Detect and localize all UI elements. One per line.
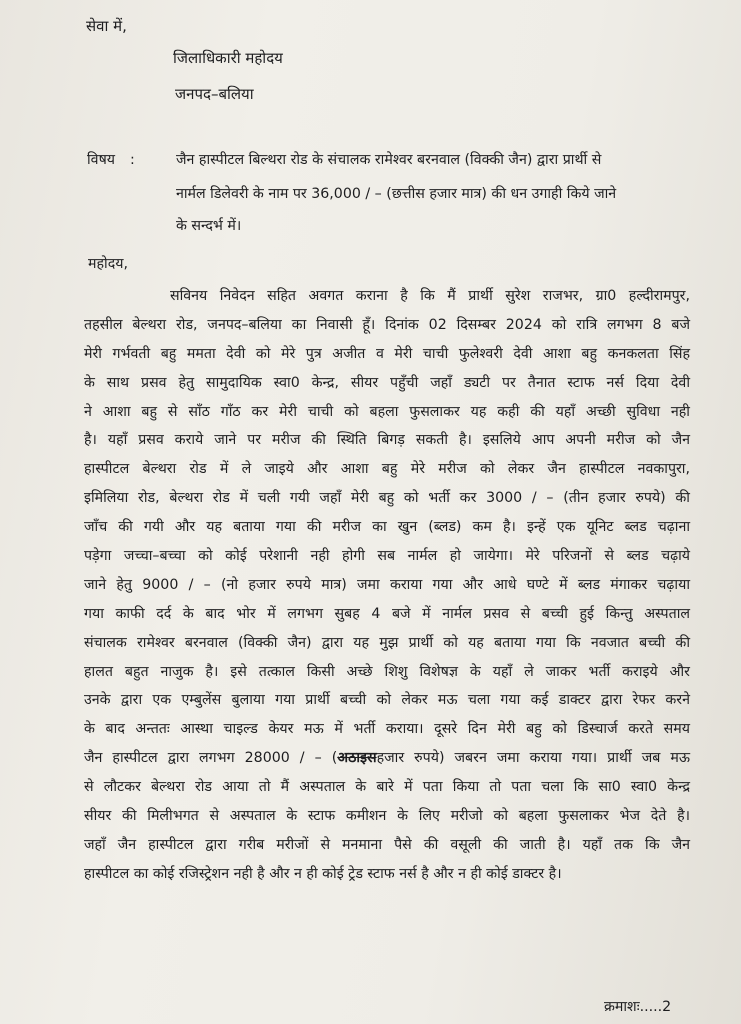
body-line: हालत बहुत नाजुक है। इसे तत्काल किसी अच्छे शिशु विशेषज्ञ के यहाँ ले जाकर भर्ती कराइये और (84, 663, 690, 680)
subject-label: विषय (87, 152, 115, 168)
body-line: है। यहाँ प्रसव कराये जाने पर मरीज की स्थिति बिगड़ सकती है। इसलिये आप अपनी मरीज को जैन (84, 432, 690, 449)
body-line: जाने हेतु 9000 / – (नो हजार रुपये मात्र) जमा कराया गया और आधे घण्टे में ब्लड मंगाकर चढ़ाया (84, 576, 690, 593)
amount-text-after: हजार रुपये) जबरन जमा कराया गया। प्रार्थी जब मऊ (376, 750, 690, 767)
body-line: के साथ प्रसव हेतु सामुदायिक स्वा0 केन्द्र, सीयर पहुँची जहाँ ड्यटी पर तैनात स्टाफ नर्स दिया देवी (84, 374, 690, 391)
recipient-district: जनपद–बलिया (175, 85, 254, 103)
subject-line-1: जैन हास्पीटल बिल्थरा रोड के संचालक रामेश्वर बरनवाल (विक्की जैन) द्वारा प्रार्थी से (176, 152, 602, 168)
body-line: से लौटकर बेल्थरा रोड आया तो मैं अस्पताल के बारे में पता किया तो पता चला कि सा0 स्वा0 केन्द्र (84, 779, 690, 796)
body-line: जहाँ जैन हास्पीटल द्वारा गरीब मरीजों से मनमाना पैसे की वसूली की जाती है। यहाँ तक कि जैन (84, 836, 690, 853)
body-line: इमिलिया रोड, बेल्थरा रोड में चली गयी जहाँ मेरी बहु को भर्ती कर 3000 / – (तीन हजार रुपये) की (84, 490, 690, 507)
body-line: सीयर की मिलीभगत से अस्पताल के स्टाफ कमीशन के लिए मरीजो को बहला फुसलाकर भेज देते है। (84, 808, 690, 825)
salutation-to: सेवा में, (86, 17, 127, 35)
body-line: हास्पीटल का कोई रजिस्ट्रेशन नही है और न ही कोई ट्रेड स्टाफ नर्स है और न ही कोई डाक्टर है। (84, 865, 562, 882)
body-line: हास्पीटल बेल्थरा रोड में ले जाइये और आशा बहु मेरे मरीज को लेकर जैन हास्पीटल नवकापुरा, (84, 461, 690, 478)
body-line: उनके द्वारा एक एम्बुलेंस बुलाया गया प्रार्थी बच्ची को लेकर मऊ चला गया कई डाक्टर द्वारा रेफर करने (84, 692, 690, 709)
body-line: मेरी गर्भवती बहु ममता देवी को मेरे पुत्र अजीत व मेरी चाची फुलेश्वरी देवी आशा बहु कनकलता सिंह (84, 345, 690, 362)
greeting: महोदय, (88, 256, 128, 272)
body-line: सविनय निवेदन सहित अवगत कराना है कि मैं प्रार्थी सुरेश राजभर, ग्रा0 हल्दीरामपुर, (170, 288, 690, 304)
continuation-mark: क्रमाशः.....2 (604, 999, 672, 1015)
body-line: गया काफी दर्द के बाद भोर में लगभग सुबह 4 बजे में नार्मल प्रसव से बच्ची हुई किन्तु अस्पताल (84, 605, 690, 622)
struck-amount-words: अठाइस (337, 750, 377, 767)
body-line: जाँच की गयी और यह बताया गया की मरीज का खुन (ब्लड) कम है। इन्हें एक यूनिट ब्लड चढ़ाना (84, 519, 690, 536)
body-line: ने आशा बहु से साँठ गाँठ कर मेरी चाची को बहला फुसलाकर यह कही की यहाँ अच्छी सुविधा नही (84, 403, 690, 420)
subject-line-3: के सन्दर्भ में। (176, 218, 242, 234)
amount-text-before: जैन हास्पीटल द्वारा लगभग 28000 / – ( (84, 750, 338, 767)
subject-line-2: नार्मल डिलेवरी के नाम पर 36,000 / – (छत्तीस हजार मात्र) की धन उगाही किये जाने (176, 186, 617, 202)
body-line: संचालक रामेश्वर बरनवाल (विक्की जैन) द्वारा यह मुझ प्रार्थी को यह बताया गया कि नवजात बच्ची की (84, 634, 690, 651)
body-line: के बाद अन्ततः आस्था चाइल्ड केयर मऊ में भर्ती कराया। दूसरे दिन मेरी बहु को डिस्चार्ज करते समय (84, 721, 690, 738)
letter-body (84, 282, 690, 889)
body-line-amount (84, 744, 690, 773)
body-line: तहसील बेल्थरा रोड, जनपद–बलिया का निवासी हूँ। दिनांक 02 दिसम्बर 2024 को रात्रि लगभग 8 बजे (84, 316, 690, 333)
subject-colon: : (130, 152, 135, 168)
body-line: पड़ेगा जच्चा–बच्चा को कोई परेशानी नही होगी सब नार्मल हो जायेगा। मेरे परिजनों से ब्लड चढ़ाये (84, 548, 690, 565)
recipient-title: जिलाधिकारी महोदय (173, 49, 283, 67)
